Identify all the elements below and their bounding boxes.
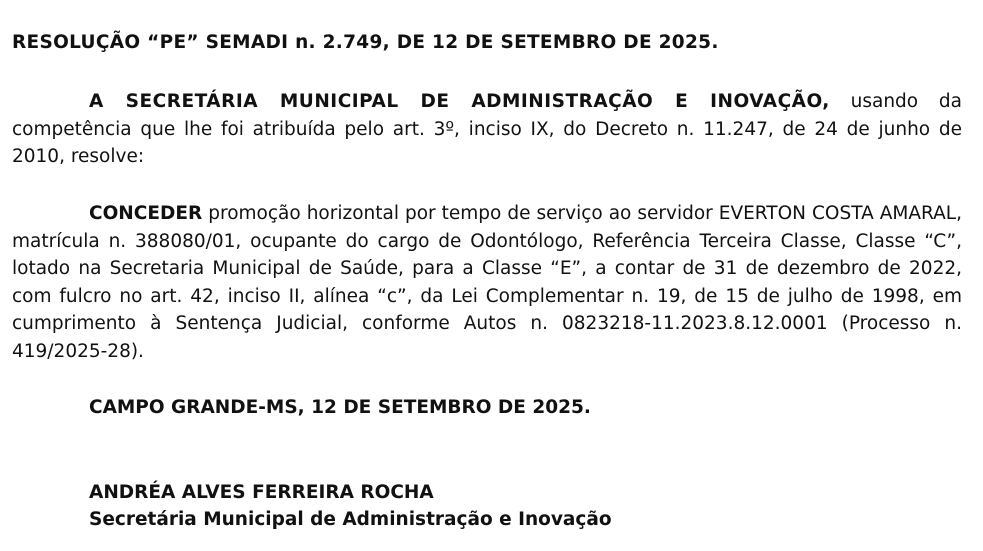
signatory-name: ANDRÉA ALVES FERREIRA ROCHA	[89, 482, 434, 503]
decision-text: promoção horizontal por tempo de serviço ao servidor EVERTON COSTA AMARAL, matrícula n. 388080/01, ocupante do cargo de Odontólogo, Referência Terceira Classe, Classe “C”, lotado na Secretaria Municipal de Saúde, para a Classe “E”, a contar de 31 de dezembro de 2022, com fulcro no art. 42, inciso II, alínea “c”, da Lei Complementar n. 19, de 15 de julho de 1998, em cumprimento à Sentença Judicial, conforme Autos n. 0823218-11.2023.8.12.0001 (Processo n. 419/2025-28).	[12, 203, 962, 362]
signatory-role: Secretária Municipal de Administração e Inovação	[89, 509, 612, 530]
preamble-lead: A SECRETÁRIA MUNICIPAL DE ADMINISTRAÇÃO E INOVAÇÃO,	[89, 91, 830, 112]
place-date: CAMPO GRANDE-MS, 12 DE SETEMBRO DE 2025.	[89, 397, 591, 418]
document-title: RESOLUÇÃO “PE” SEMADI n. 2.749, DE 12 DE SETEMBRO DE 2025.	[12, 32, 719, 53]
decision-lead: CONCEDER	[89, 203, 203, 224]
preamble-paragraph	[12, 88, 962, 171]
preamble-text: usando da competência que lhe foi atribuída pelo art. 3º, inciso IX, do Decreto n. 11.247, de 24 de junho de 2010, resolve:	[12, 91, 962, 168]
decision-paragraph	[12, 200, 962, 366]
